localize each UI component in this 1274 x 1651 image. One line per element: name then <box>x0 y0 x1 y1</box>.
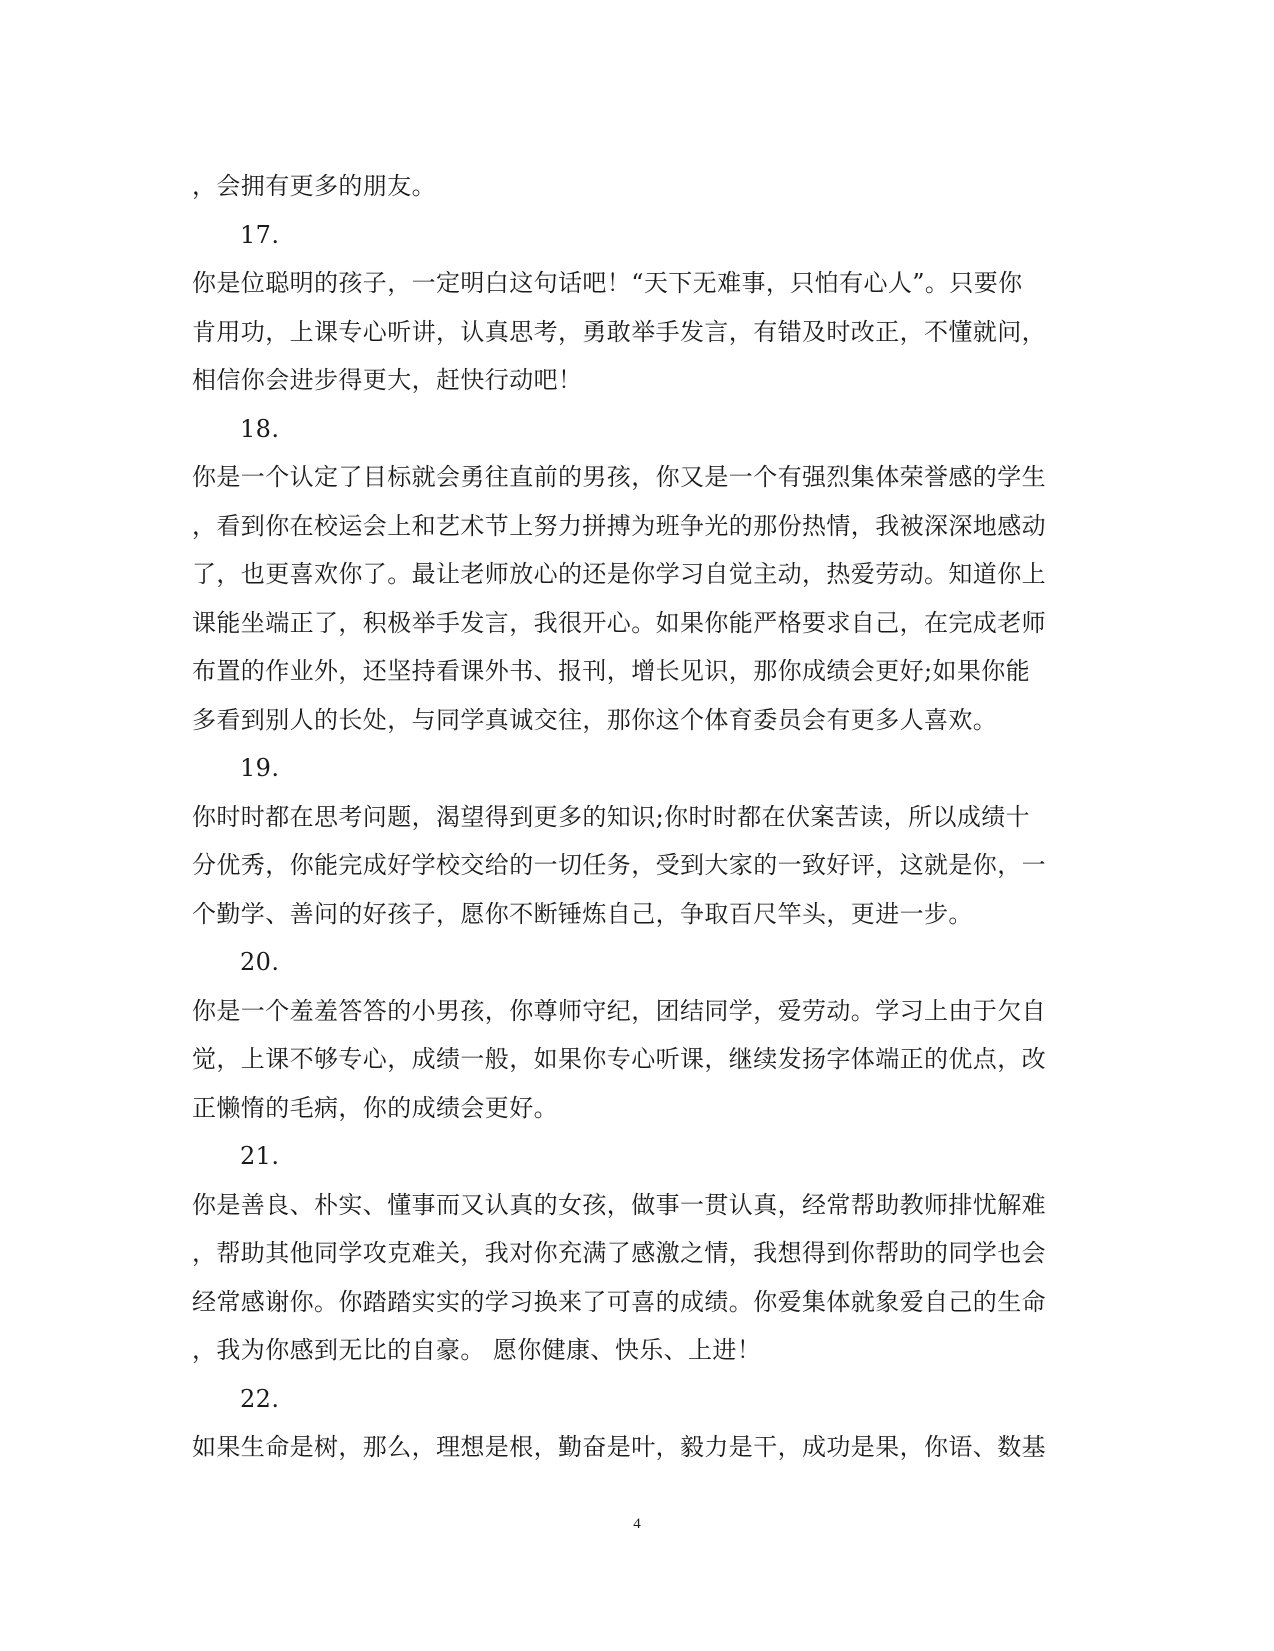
text-line: 分优秀，你能完成好学校交给的一切任务，受到大家的一致好评，这就是你，一 <box>192 851 1046 879</box>
item-number: 21. <box>240 1142 280 1170</box>
body-text <box>192 162 1072 1472</box>
text-line: ，帮助其他同学攻克难关，我对你充满了感激之情，我想得到你帮助的同学也会 <box>192 1239 1046 1267</box>
text-line: 你时时都在思考问题，渴望得到更多的知识;你时时都在伏案苦读，所以成绩十 <box>192 802 1031 831</box>
item-number: 17. <box>240 220 280 249</box>
text-line: 你是位聪明的孩子，一定明白这句话吧！“天下无难事，只怕有心人”。只要你 <box>192 269 1023 297</box>
page-number: 4 <box>633 1516 641 1532</box>
text-line: 你是善良、朴实、懂事而又认真的女孩，做事一贯认真，经常帮助教师排忧解难 <box>192 1190 1046 1219</box>
item-number: 19. <box>240 754 280 782</box>
text-line: 如果生命是树，那么，理想是根，勤奋是叶，毅力是干，成功是果，你语、数基 <box>192 1433 1046 1461</box>
text-line: 经常感谢你。你踏踏实实的学习换来了可喜的成绩。你爱集体就象爱自己的生命 <box>192 1287 1046 1316</box>
text-line: 正懒惰的毛病，你的成绩会更好。 <box>192 1093 558 1122</box>
text-line: 相信你会进步得更大，赶快行动吧！ <box>192 366 583 394</box>
item-number: 18. <box>240 414 280 443</box>
text-line: 个勤学、善问的好孩子，愿你不断锤炼自己，争取百尺竿头，更进一步。 <box>192 899 973 928</box>
text-line: 布置的作业外，还坚持看课外书、报刊，增长见识，那你成绩会更好;如果你能 <box>192 657 1031 685</box>
item-number: 20. <box>240 948 280 976</box>
text-line: 多看到别人的长处，与同学真诚交往，那你这个体育委员会有更多人喜欢。 <box>192 705 998 734</box>
text-line: ，我为你感到无比的自豪。 愿你健康、快乐、上进！ <box>192 1336 762 1364</box>
item-number: 22. <box>240 1384 280 1413</box>
text-line: ，会拥有更多的朋友。 <box>192 172 436 200</box>
text-line: 你是一个认定了目标就会勇往直前的男孩，你又是一个有强烈集体荣誉感的学生 <box>192 463 1046 491</box>
text-line: 了，也更喜欢你了。最让老师放心的还是你学习自觉主动，热爱劳动。知道你上 <box>192 560 1046 588</box>
text-line: 觉，上课不够专心，成绩一般，如果你专心听课，继续发扬字体端正的优点，改 <box>192 1045 1046 1073</box>
text-line: 肯用功，上课专心听讲，认真思考，勇敢举手发言，有错及时改正，不懂就问， <box>192 317 1046 346</box>
text-line: ，看到你在校运会上和艺术节上努力拼搏为班争光的那份热情，我被深深地感动 <box>192 511 1046 540</box>
text-line: 你是一个羞羞答答的小男孩，你尊师守纪，团结同学，爱劳动。学习上由于欠自 <box>192 996 1046 1025</box>
text-line: 课能坐端正了，积极举手发言，我很开心。如果你能严格要求自己，在完成老师 <box>192 608 1046 637</box>
